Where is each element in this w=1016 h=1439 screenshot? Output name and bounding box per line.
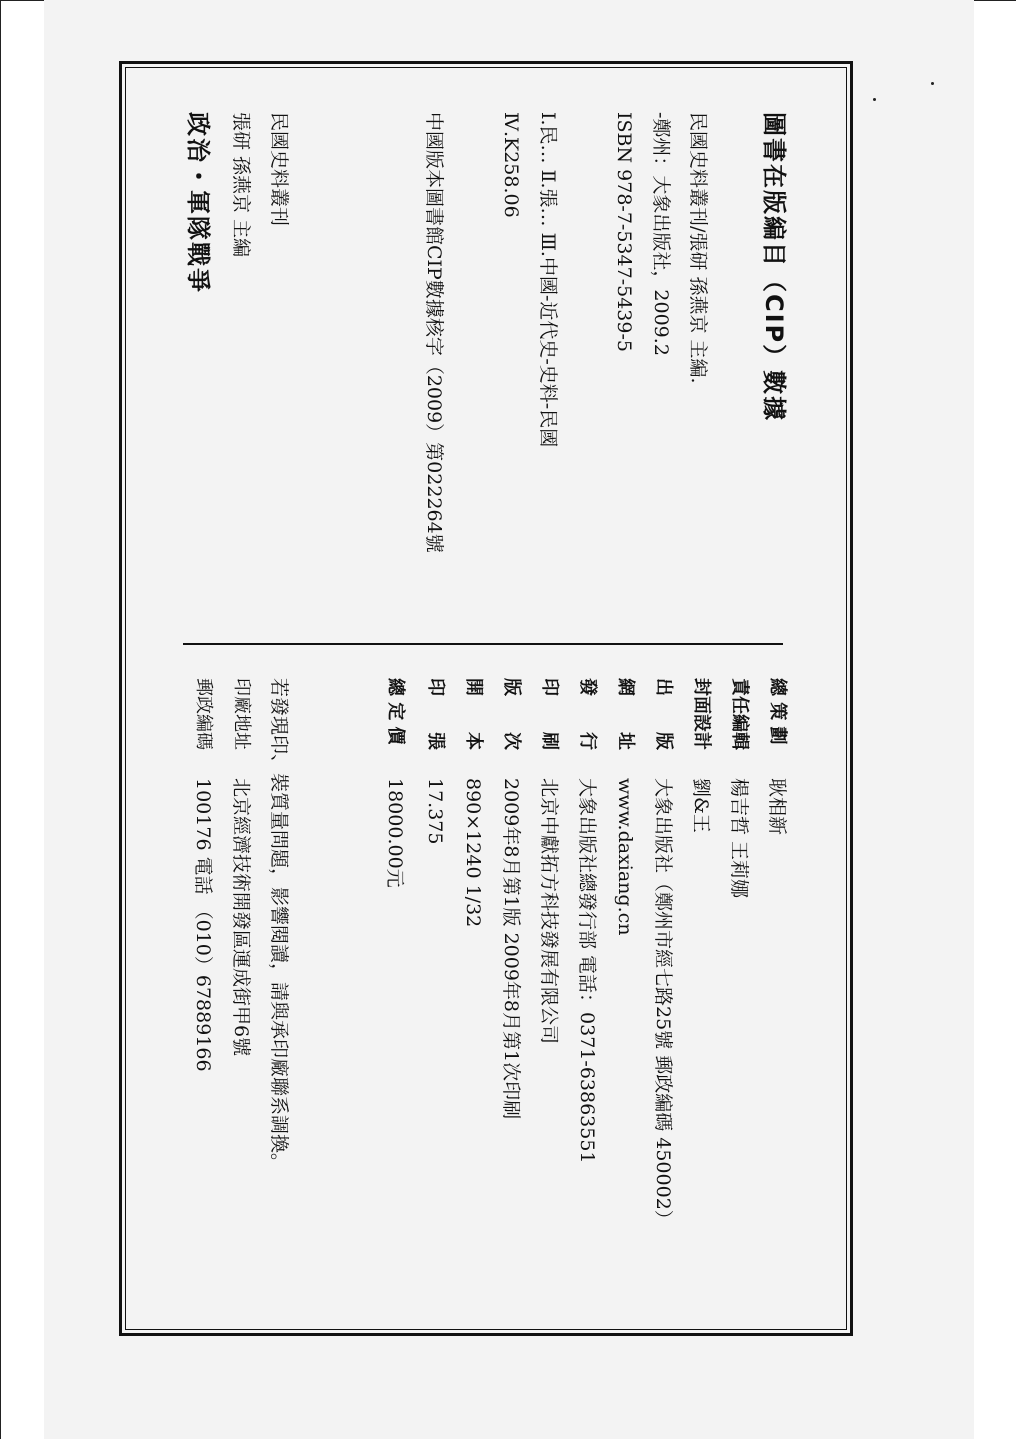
volume-title: 政治・軍隊戰爭 <box>184 112 212 294</box>
scan-speck <box>931 82 934 85</box>
colophon-value: 大象出版社總發行部 電話：0371-63863551 <box>576 778 598 1164</box>
colophon-label: 封面設計 <box>691 678 712 750</box>
scan-edge <box>0 0 1 1439</box>
colophon-label: 責任編輯 <box>729 678 750 750</box>
colophon-label: 總 定 價 <box>385 678 406 745</box>
colophon-value: 楊吉哲 王莉娜 <box>728 778 750 899</box>
cip-isbn-line: ISBN 978-7-5347-5439-5 <box>613 112 635 352</box>
cip-approval-line: 中國版本圖書館CIP數據核字（2009）第022264號 <box>423 112 445 553</box>
colophon-value: 890×1240 1/32 <box>462 778 484 928</box>
colophon-value: 耿相新 <box>766 778 788 836</box>
cip-classification-line: Ⅰ.民… Ⅱ.張… Ⅲ.中國-近代史-史料-民國 <box>537 112 559 448</box>
colophon-label: 開 本 <box>463 678 484 750</box>
colophon-value: 大象出版社（鄭州市經七路25號 郵政編碼 450002） <box>652 778 674 1229</box>
factory-address-label: 印廠地址 <box>231 678 252 750</box>
colophon-label: 網 址 <box>615 678 636 750</box>
editors: 張研 孫燕京 主編 <box>230 112 252 258</box>
colophon-label: 版 次 <box>501 678 522 750</box>
cip-heading: 圖書在版編目（CIP）數據 <box>760 112 788 423</box>
colophon-label: 出 版 <box>653 678 674 750</box>
postal-code-label: 郵政編碼 <box>193 678 214 750</box>
cip-publisher-line: -鄭州：大象出版社，2009.2 <box>650 112 672 356</box>
quality-notice: 若發現印、裝質量問題，影響閱讀，請與承印廠聯系調換。 <box>268 678 290 1173</box>
series-title: 民國史料叢刊 <box>268 112 290 227</box>
factory-address-value: 北京經濟技術開發區運成街甲6號 <box>230 778 252 1057</box>
colophon-label: 印 張 <box>425 678 446 750</box>
cip-series-line: 民國史料叢刊/張研 孫燕京 主編. <box>687 112 709 384</box>
postal-code-value: 100176 電話 （010）67889166 <box>192 778 214 1072</box>
colophon-value: 劉&王 <box>690 778 712 833</box>
colophon-value: 2009年8月第1版 2009年8月第1次印刷 <box>500 778 522 1120</box>
colophon-value: 18000.00元 <box>384 778 406 888</box>
colophon-label: 發 行 <box>577 678 598 750</box>
cip-class-number-line: Ⅳ.K258.06 <box>500 112 522 218</box>
colophon-label: 印 刷 <box>539 678 560 750</box>
colophon-value: 17.375 <box>424 778 446 845</box>
scan-speck <box>873 98 876 101</box>
section-divider <box>183 643 783 645</box>
colophon-label: 總 策 劃 <box>767 678 788 745</box>
colophon-value: www.daxiang.cn <box>614 778 636 936</box>
colophon-value: 北京中獻拓方科技發展有限公司 <box>538 778 560 1045</box>
